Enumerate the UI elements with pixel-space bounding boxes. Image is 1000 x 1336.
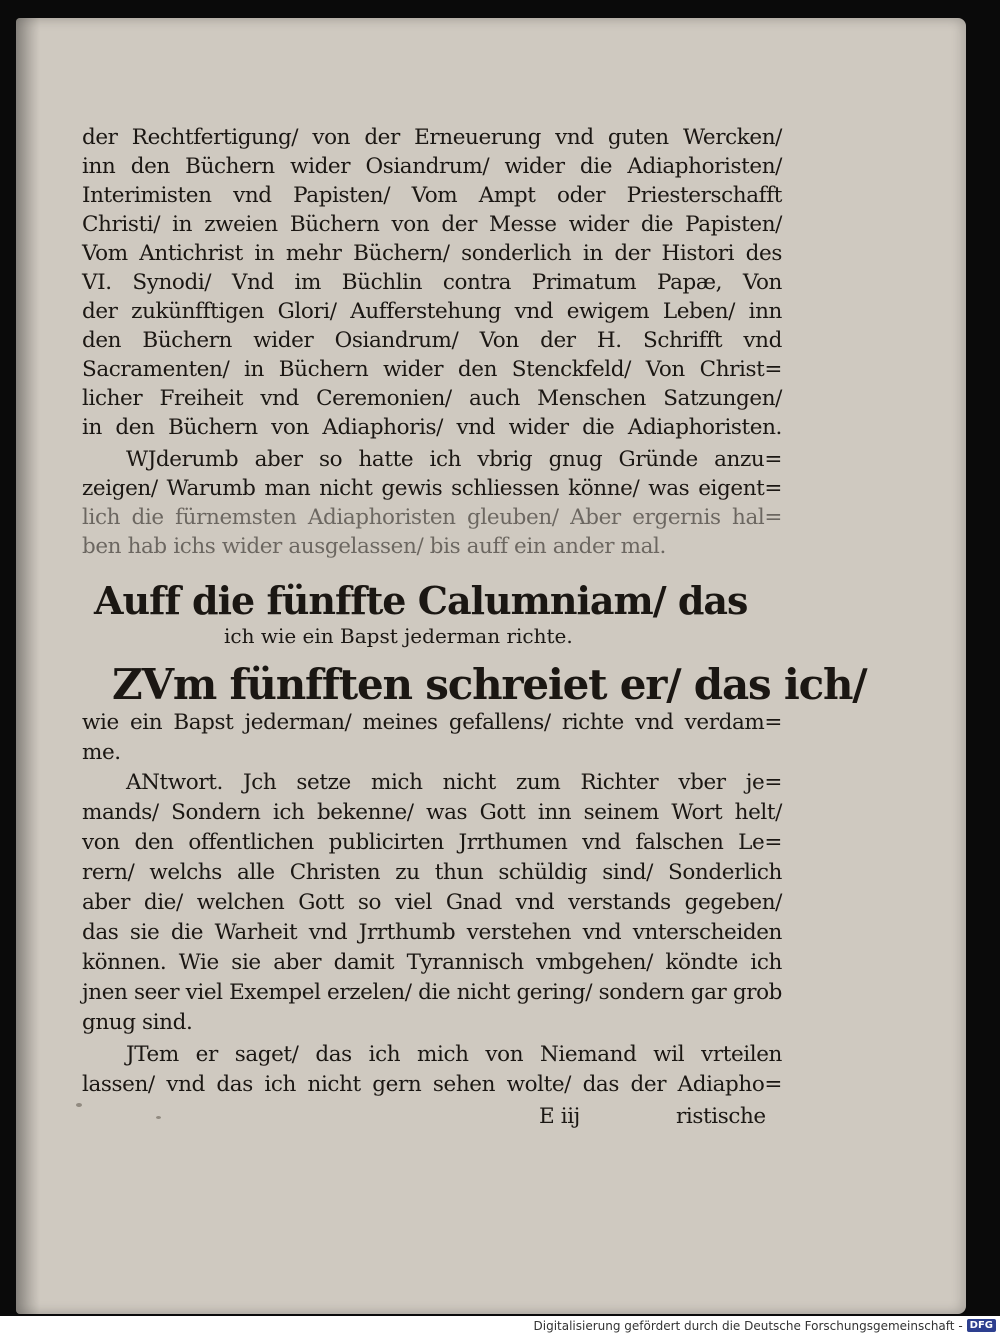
text-line: VI. Synodi/ Vnd im Büchlin contra Primatum Papæ, Von (82, 270, 782, 295)
text-line: in den Büchern von Adiaphoris/ vnd wider die Adiaphoristen. (82, 415, 782, 440)
text-line: WJderumb aber so hatte ich vbrig gnug Gründe anzu= (126, 447, 782, 472)
text-line: Vom Antichrist in mehr Büchern/ sonderlich in der Histori des (82, 241, 782, 266)
text-line: jnen seer viel Exempel erzelen/ die nicht gering/ sondern gar grob (82, 980, 782, 1005)
signature-mark: E iij (539, 1104, 580, 1129)
text-line: rern/ welchs alle Christen zu thun schüldig sind/ Sonderlich (82, 860, 782, 885)
text-line: inn den Büchern wider Osiandrum/ wider die Adiaphoristen/ (82, 154, 782, 179)
book-page (16, 18, 966, 1314)
footer-credit: Digitalisierung gefördert durch die Deutsche Forschungsgemeinschaft - (533, 1319, 963, 1333)
section-subheading: ich wie ein Bapst jederman richte. (224, 624, 573, 648)
text-line: von den offentlichen publicirten Jrrthumen vnd falschen Le= (82, 830, 782, 855)
text-line: zeigen/ Warumb man nicht gewis schliessen könne/ was eigent= (82, 476, 782, 501)
text-line: mands/ Sondern ich bekenne/ was Gott inn seinem Wort helt/ (82, 800, 782, 825)
text-line: aber die/ welchen Gott so viel Gnad vnd verstands gegeben/ (82, 890, 782, 915)
text-line: licher Freiheit vnd Ceremonien/ auch Menschen Satzungen/ (82, 386, 782, 411)
text-line: JTem er saget/ das ich mich von Niemand wil vrteilen (126, 1042, 782, 1067)
text-line: wie ein Bapst jederman/ meines gefallens/ richte vnd verdam= (82, 710, 782, 735)
text-line: können. Wie sie aber damit Tyrannisch vmbgehen/ köndte ich (82, 950, 782, 975)
ink-speck (156, 1116, 161, 1119)
text-line: ben hab ichs wider ausgelassen/ bis auff ein ander mal. (82, 534, 666, 559)
section-heading: Auff die fünffte Calumniam/ das (94, 578, 748, 623)
section-opening-line: ZVm fünfften schreiet er/ das ich/ (112, 660, 867, 709)
text-line: der Rechtfertigung/ von der Erneuerung vnd guten Wercken/ (82, 125, 782, 150)
text-line: me. (82, 740, 121, 765)
text-line: Interimisten vnd Papisten/ Vom Ampt oder Priesterschafft (82, 183, 782, 208)
text-line: das sie die Warheit vnd Jrrthumb verstehen vnd vnterscheiden (82, 920, 782, 945)
digitization-footer (0, 1316, 1000, 1336)
text-line: den Büchern wider Osiandrum/ Von der H. Schrifft vnd (82, 328, 782, 353)
text-line: Christi/ in zweien Büchern von der Messe wider die Papisten/ (82, 212, 782, 237)
ink-speck (76, 1103, 82, 1107)
text-line: Sacramenten/ in Büchern wider den Stenckfeld/ Von Christ= (82, 357, 782, 382)
dfg-logo: DFG (967, 1319, 996, 1332)
text-line: der zukünfftigen Glori/ Aufferstehung vnd ewigem Leben/ inn (82, 299, 782, 324)
text-line: ANtwort. Jch setze mich nicht zum Richter vber je= (126, 770, 782, 795)
catchword: ristische (676, 1104, 766, 1129)
text-line: lich die fürnemsten Adiaphoristen gleuben/ Aber ergernis hal= (82, 505, 782, 530)
text-line: lassen/ vnd das ich nicht gern sehen wolte/ das der Adiapho= (82, 1072, 782, 1097)
text-line: gnug sind. (82, 1010, 193, 1035)
